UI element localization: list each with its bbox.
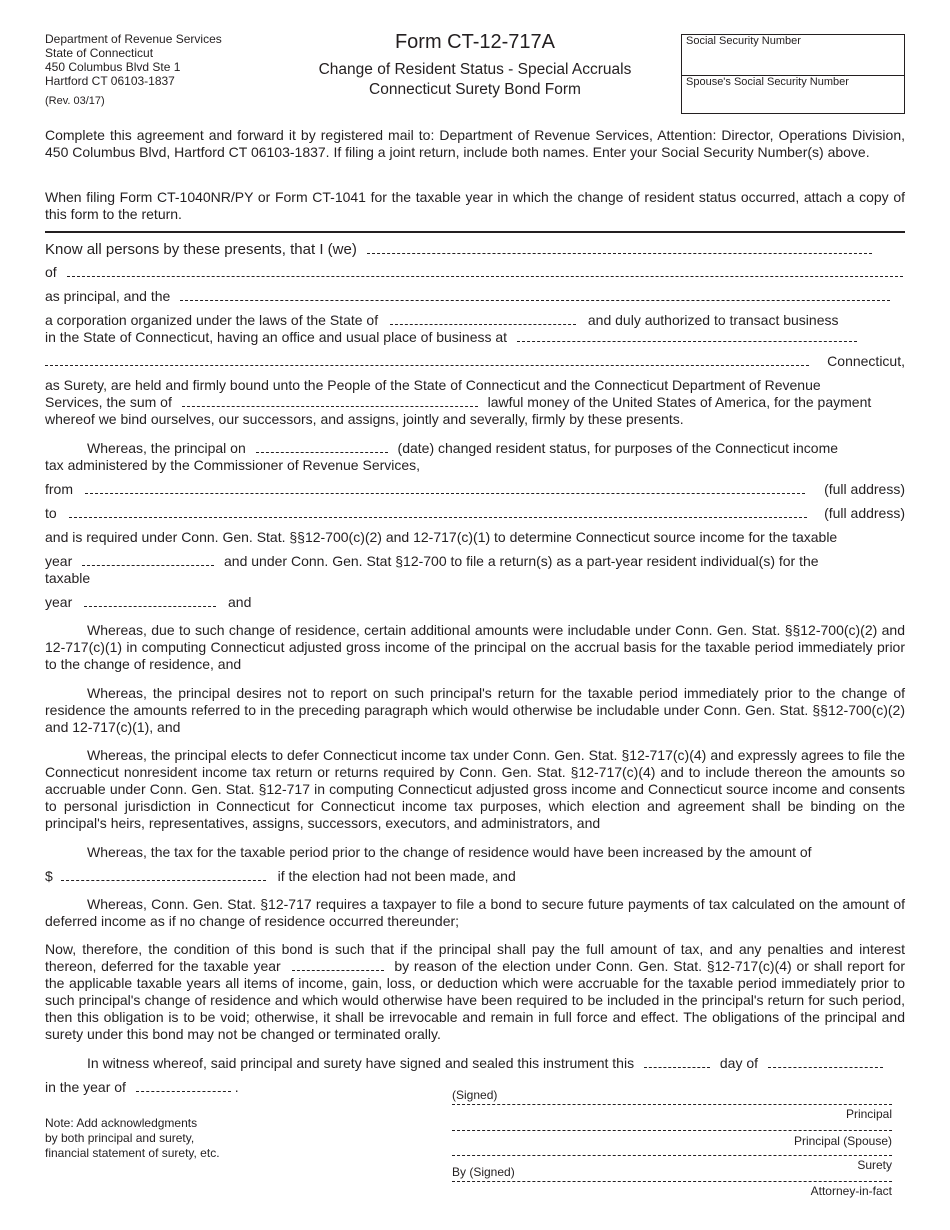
business-address-line: [45, 353, 905, 370]
period: .: [234, 1079, 239, 1095]
revision-date: (Rev. 03/17): [45, 95, 105, 107]
taxable-year-paragraph: [45, 553, 905, 587]
of-label: of: [45, 264, 57, 280]
surety-signature-line[interactable]: [452, 1155, 892, 1156]
note-line: Note: Add acknowledgments: [45, 1116, 198, 1130]
full-address-label: (full address): [824, 481, 905, 497]
to-address-field[interactable]: [69, 505, 807, 518]
change-date-field[interactable]: [256, 440, 388, 453]
of-line: [45, 264, 905, 281]
tax-amount-line: [45, 868, 905, 885]
form-subtitle-line: Connecticut Surety Bond Form: [369, 81, 581, 98]
divider: [45, 231, 905, 233]
witness-label: In witness whereof, said principal and surety have signed and sealed this instrument this: [87, 1055, 635, 1071]
changed-status-label: (date) changed resident status, for purposes of the Connecticut income: [397, 440, 839, 456]
business-place-line: [45, 329, 905, 346]
witness-month-field[interactable]: [768, 1055, 883, 1068]
connecticut-label: Connecticut,: [827, 353, 905, 369]
and-label: and: [228, 594, 252, 610]
surety-bind-line: whereof we bind ourselves, our successors, and assigns, jointly and severally, firmly by these presents.: [45, 411, 684, 427]
surety-company-field[interactable]: [180, 288, 890, 301]
surety-label: Surety: [857, 1158, 892, 1172]
form-heading: [275, 30, 675, 100]
whereas-defer-paragraph: Whereas, the principal elects to defer Connecticut income tax under Conn. Gen. Stat. §12-717(c)(4) and expressly agrees to file the Connecticut nonresident income tax return or returns required by Conn. Gen. Stat. §12-717(c)(4) and to include thereon the amounts so accruable under Conn. Gen. Stat. §12-717 in computing Connecticut adjusted gross income and Connecticut source income and consents to personal jurisdiction in Connecticut for Connecticut income tax purposes, which election and agreement shall be binding on the principal's heirs, representatives, assigns, successors, executors, and administrators, and: [45, 747, 905, 831]
whereas-bond-requirement-paragraph: Whereas, Conn. Gen. Stat. §12-717 requires a taxpayer to file a bond to secure future payments of tax calculated on the amount of deferred income as if no change of residence occurred thereunder;: [45, 896, 905, 929]
ssn-box: [681, 34, 905, 114]
signed-label: (Signed): [452, 1088, 498, 1102]
by-signed-label: By (Signed): [452, 1165, 515, 1179]
witness-line: [45, 1055, 905, 1072]
acknowledgment-note: [45, 1116, 220, 1161]
tax-admin-line: tax administered by the Commissioner of Revenue Services,: [45, 457, 421, 473]
taxable-year-line: [45, 553, 905, 570]
required-line: and is required under Conn. Gen. Stat. §§12-700(c)(2) and 12-717(c)(1) to determine Connecticut source income for the taxable: [45, 529, 838, 545]
witness-day-field[interactable]: [644, 1055, 710, 1068]
agency-line: State of Connecticut: [45, 46, 154, 60]
principal-address-field[interactable]: [67, 264, 903, 277]
agency-address: [45, 32, 222, 108]
know-all-label: Know all persons by these presents, that I (we): [45, 241, 357, 258]
part-year-label: and under Conn. Gen. Stat §12-700 to file a return(s) as a part-year resident individual(s) for the: [224, 553, 819, 569]
principal-name-field[interactable]: [367, 241, 872, 254]
ssn-field[interactable]: Social Security Number: [686, 35, 801, 47]
second-taxable-year-field[interactable]: [84, 594, 216, 607]
business-place-field[interactable]: [517, 329, 857, 342]
from-label: from: [45, 481, 73, 497]
form-number: Form CT-12-717A: [394, 31, 556, 53]
year-label: year: [45, 553, 73, 569]
year-label: year: [45, 594, 73, 610]
to-line: [45, 505, 905, 522]
witness-year-field[interactable]: [136, 1079, 231, 1092]
note-line: by both principal and surety,: [45, 1131, 195, 1145]
form-subtitle-line: Change of Resident Status - Special Accruals: [318, 61, 632, 78]
whereas-date-label: Whereas, the principal on: [87, 440, 246, 456]
year-and-line: [45, 594, 905, 611]
attorney-signature-line[interactable]: [452, 1181, 892, 1182]
authorized-label: and duly authorized to transact business: [587, 312, 839, 328]
whereas-tax-increase-paragraph: Whereas, the tax for the taxable period prior to the change of residence would have been increased by the amount of: [87, 844, 812, 860]
state-of-incorporation-field[interactable]: [390, 312, 576, 325]
business-address-field[interactable]: [45, 353, 809, 366]
agency-line: Hartford CT 06103-1837: [45, 74, 175, 88]
surety-bound-line: as Surety, are held and firmly bound unto the People of the State of Connecticut and the Connecticut Department of Revenue: [45, 377, 821, 393]
note-line: financial statement of surety, etc.: [45, 1146, 220, 1160]
condition-paragraph: [45, 941, 905, 1043]
deferred-taxable-year-field[interactable]: [292, 958, 384, 971]
condition-text-a: Now, therefore, the condition of this bond is such that if the principal shall pay the full amount of tax, and any penalties and interest thereon, deferred for the taxable year: [45, 941, 905, 974]
principal-spouse-label: Principal (Spouse): [793, 1134, 892, 1148]
full-address-label: (full address): [824, 505, 905, 521]
sum-label: Services, the sum of: [45, 394, 172, 410]
day-of-label: day of: [719, 1055, 759, 1071]
agency-line: 450 Columbus Blvd Ste 1: [45, 60, 181, 74]
condition-text-b: by reason of the election under Conn. Gen. Stat. §12-717(c)(4) or shall report for the applicable taxable years all items of income, gain, loss, or deduction which were accruable for the taxable period immediately prior to such principal's change of residence and which would otherwise have been required to be included in the principal's return for such period, then this obligation is to be void; otherwise, it shall be irrevocable and remain in full force and effect. The obligations of the principal and surety under this bond may not be changed or terminated orally.: [45, 958, 906, 1042]
whereas-date-paragraph: [45, 440, 905, 474]
whereas-not-report-paragraph: Whereas, the principal desires not to report on such principal's return for the taxable period immediately prior to the change of residence the amounts referred to in the preceding paragraph which would otherwise be includable under Conn. Gen. Stat. §§12-700(c)(2) and 12-717(c)(1), and: [45, 685, 905, 735]
whereas-date-line: [45, 440, 905, 457]
from-address-field[interactable]: [85, 481, 805, 494]
corporation-label: a corporation organized under the laws of the State of: [45, 312, 379, 328]
principal-label: Principal: [845, 1107, 892, 1121]
in-year-label: in the year of: [45, 1079, 126, 1095]
dollar-sign: $: [45, 868, 53, 884]
lawful-money-label: lawful money of the United States of America, for the payment: [487, 394, 872, 410]
surety-sum-line: [45, 394, 905, 411]
agency-line: Department of Revenue Services: [45, 32, 222, 46]
business-place-label: in the State of Connecticut, having an office and usual place of business at: [45, 329, 508, 345]
to-label: to: [45, 505, 57, 521]
principal-signature-line[interactable]: [452, 1104, 892, 1105]
from-line: [45, 481, 905, 498]
attorney-label: Attorney-in-fact: [810, 1184, 892, 1198]
instructions-attach: When filing Form CT-1040NR/PY or Form CT-1041 for the taxable year in which the change of resident status occurred, attach a copy of this form to the return.: [45, 189, 905, 222]
tax-amount-field[interactable]: [61, 868, 266, 881]
principal-spouse-signature-line[interactable]: [452, 1130, 892, 1131]
corporation-line: [45, 312, 905, 329]
taxable-label: taxable: [45, 570, 91, 586]
know-all-line: [45, 241, 905, 258]
form-subtitle: [275, 60, 675, 100]
bond-sum-field[interactable]: [182, 394, 478, 407]
whereas-accrual-paragraph: Whereas, due to such change of residence, certain additional amounts were includable under Conn. Gen. Stat. §§12-700(c)(2) and 12-717(c)(1) in computing Connecticut adjusted gross income of the principal on the accrual basis for the taxable period immediately prior to the change of residence, and: [45, 622, 905, 672]
as-principal-label: as principal, and the: [45, 288, 171, 304]
if-election-label: if the election had not been made, and: [277, 868, 516, 884]
spouse-ssn-field[interactable]: Spouse's Social Security Number: [686, 76, 849, 88]
surety-company-line: [45, 288, 905, 305]
taxable-year-field[interactable]: [82, 553, 214, 566]
instructions-mail: Complete this agreement and forward it by registered mail to: Department of Revenue Services, Attention: Director, Operations Division, 450 Columbus Blvd, Hartford CT 06103-1837. If filing a joint return, include both names. Enter your Social Security Number(s) above.: [45, 127, 905, 160]
surety-bound-paragraph: [45, 377, 905, 428]
